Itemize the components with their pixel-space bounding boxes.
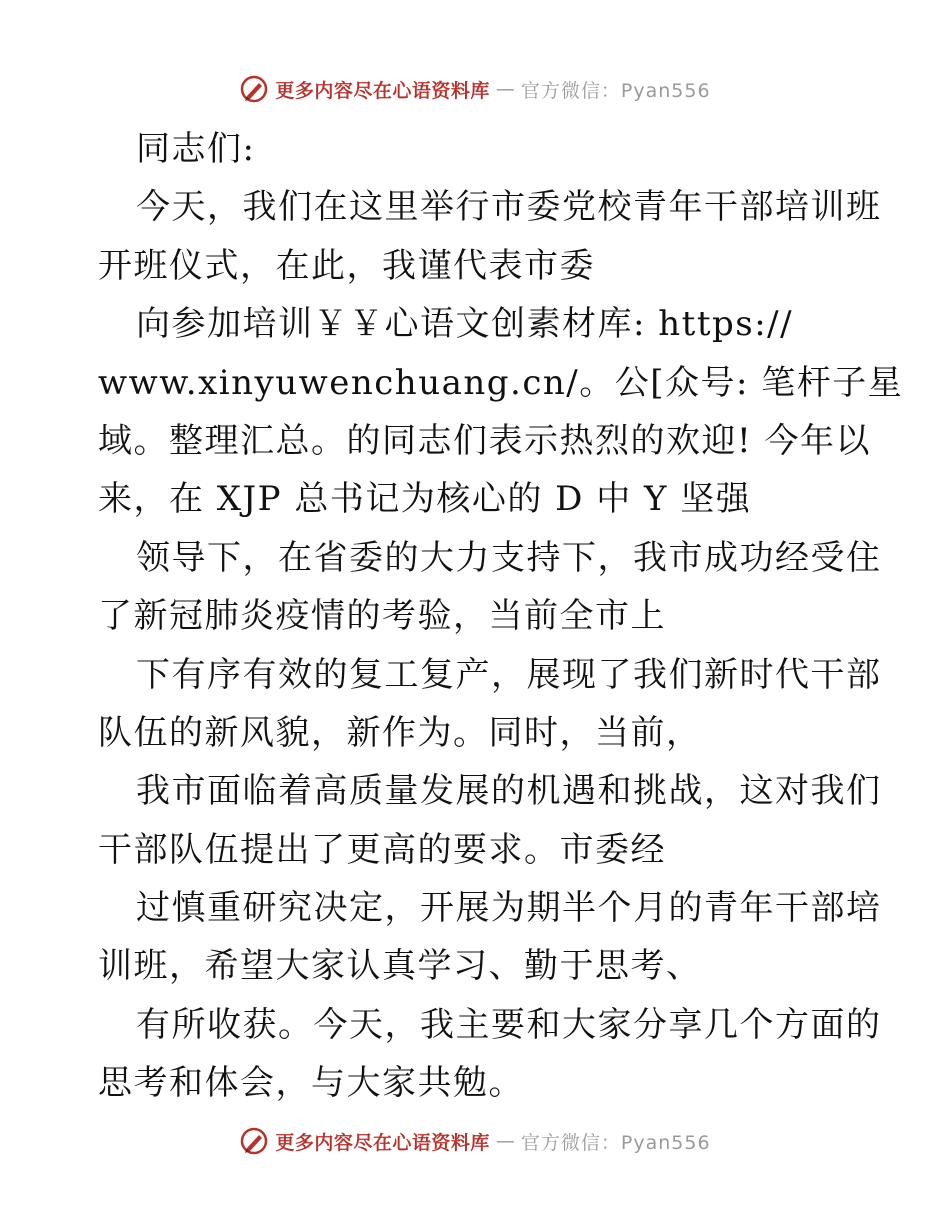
body-line: 干部队伍提出了更高的要求。市委经 xyxy=(98,829,666,870)
body-line: 有所收获。今天，我主要和大家分享几个方面的 xyxy=(136,1004,882,1045)
body-line: 思考和体会，与大家共勉。 xyxy=(98,1063,524,1104)
body-line: www.xinyuwenchuang.cn/。公[众号: 笔杆子星 xyxy=(98,362,904,403)
body-line: 域。整理汇总。的同志们表示热烈的欢迎! 今年以 xyxy=(98,420,871,461)
document-body xyxy=(98,120,904,1113)
banner-dash: — xyxy=(495,78,515,100)
body-line: 同志们: xyxy=(136,129,256,169)
banner-text: 更多内容尽在心语资料库 xyxy=(275,1131,490,1154)
banner-official-account: 官方微信：Pyan556 xyxy=(520,1131,711,1154)
pen-circle-logo-icon xyxy=(239,74,269,104)
body-line: 了新冠肺炎疫情的考验，当前全市上 xyxy=(98,596,666,637)
body-line: 训班，希望大家认真学习、勤于思考、 xyxy=(98,946,702,987)
body-line: 向参加培训￥￥心语文创素材库: https:// xyxy=(136,304,794,345)
body-line: 下有序有效的复工复产，展现了我们新时代干部 xyxy=(136,654,882,695)
body-line: 开班仪式，在此，我谨代表市委 xyxy=(98,245,595,286)
body-line: 来，在 XJP 总书记为核心的 D 中 Y 坚强 xyxy=(98,479,752,520)
header-watermark-banner xyxy=(0,72,950,106)
body-line: 领导下，在省委的大力支持下，我市成功经受住 xyxy=(136,537,882,578)
body-line: 我市面临着高质量发展的机遇和挑战，这对我们 xyxy=(136,771,882,812)
banner-text: 更多内容尽在心语资料库 xyxy=(275,79,490,102)
pen-circle-logo-icon xyxy=(239,1126,269,1156)
footer-watermark-banner xyxy=(0,1124,950,1158)
banner-official-account: 官方微信：Pyan556 xyxy=(520,79,711,102)
body-line: 今天，我们在这里举行市委党校青年干部培训班 xyxy=(136,187,882,228)
body-line: 过慎重研究决定，开展为期半个月的青年干部培 xyxy=(136,888,882,929)
banner-dash: — xyxy=(495,1130,515,1152)
body-line: 队伍的新风貌，新作为。同时，当前， xyxy=(98,712,702,753)
